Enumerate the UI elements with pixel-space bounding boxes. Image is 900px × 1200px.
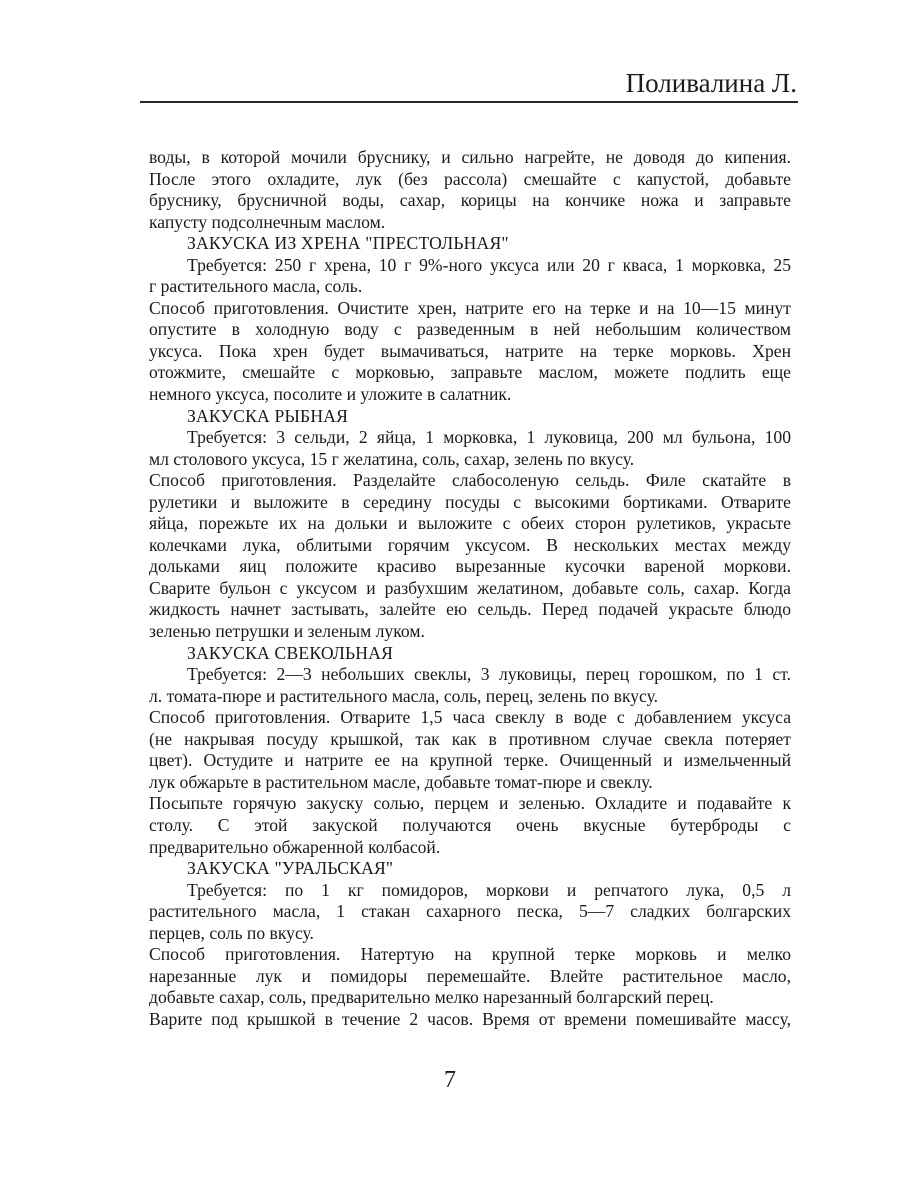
text-line: мл столового уксуса, 15 г желатина, соль, сахар, зелень по вкусу. xyxy=(149,448,635,469)
text-line: колечками лука, облитыми горячим уксусом. В нескольких местах между xyxy=(149,534,791,555)
text-line: Требуется: 3 сельди, 2 яйца, 1 морковка, 1 луковица, 200 мл бульона, 100 xyxy=(187,427,791,448)
text-line: бруснику, брусничной воды, сахар, корицы на кончике ножа и заправьте xyxy=(149,190,791,211)
text-line: Требуется: по 1 кг помидоров, моркови и репчатого лука, 0,5 л xyxy=(187,879,791,900)
text-line: перцев, соль по вкусу. xyxy=(149,922,314,943)
recipe-svekolnaya xyxy=(149,643,791,858)
text-line: нарезанные лук и помидоры перемешайте. Влейте растительное масло, xyxy=(149,965,791,986)
text-line: уксуса. Пока хрен будет вымачиваться, натрите на терке морковь. Хрен xyxy=(149,340,791,361)
text-line: Требуется: 2—3 небольших свеклы, 3 луковицы, перец горошком, по 1 ст. xyxy=(187,664,791,685)
text-line: дольками яиц положите красиво вырезанные кусочки вареной моркови. xyxy=(149,556,791,577)
text-line: отожмите, смешайте с морковью, заправьте маслом, можете подлить еще xyxy=(149,362,791,383)
text-line: Способ приготовления. Очистите хрен, натрите его на терке и на 10—15 минут xyxy=(149,297,791,318)
recipe-uralskaya xyxy=(149,858,791,1030)
text-line: рулетики и выложите в середину посуды с высокими бортиками. Отварите xyxy=(149,491,791,512)
text-line: предварительно обжаренной колбасой. xyxy=(149,836,441,857)
recipe-title: ЗАКУСКА ИЗ ХРЕНА "ПРЕСТОЛЬНАЯ" xyxy=(187,233,509,254)
text-line: г растительного масла, соль. xyxy=(149,276,363,297)
recipe-title: ЗАКУСКА РЫБНАЯ xyxy=(187,405,349,426)
text-line: Способ приготовления. Натертую на крупной терке морковь и мелко xyxy=(149,944,791,965)
text-line: опустите в холодную воду с разведенным в ней небольшим количеством xyxy=(149,319,791,340)
text-line: Сварите бульон с уксусом и разбухшим желатином, добавьте соль, сахар. Когда xyxy=(149,577,791,598)
text-line: жидкость начнет застывать, залейте ею сельдь. Перед подачей украсьте блюдо xyxy=(149,599,791,620)
recipe-method xyxy=(149,298,791,406)
text-line: немного уксуса, посолите и уложите в салатник. xyxy=(149,384,512,405)
running-header-author: Поливалина Л. xyxy=(625,68,797,98)
text-line: добавьте сахар, соль, предварительно мелко нарезанный болгарский перец. xyxy=(149,987,714,1008)
recipe-method xyxy=(149,470,791,642)
header-rule xyxy=(140,101,798,103)
text-line: Варите под крышкой в течение 2 часов. Время от времени помешивайте массу, xyxy=(149,1008,791,1029)
text-line: (не накрывая посуду крышкой, так как в противном случае свекла потеряет xyxy=(149,728,791,749)
text-line: Способ приготовления. Отварите 1,5 часа свеклу в воде с добавлением уксуса xyxy=(149,707,791,728)
intro-paragraph xyxy=(149,147,791,233)
recipe-ingredients xyxy=(149,255,791,298)
text-line: Посыпьте горячую закуску солью, перцем и зеленью. Охладите и подавайте к xyxy=(149,793,791,814)
recipe-ingredients xyxy=(149,427,791,470)
recipe-title: ЗАКУСКА "УРАЛЬСКАЯ" xyxy=(187,858,394,879)
text-line: зеленью петрушки и зеленым луком. xyxy=(149,621,425,642)
recipe-prestolnaya xyxy=(149,233,791,405)
text-line: цвет). Остудите и натрите ее на крупной терке. Очищенный и измельченный xyxy=(149,750,791,771)
text-line: яйца, порежьте их на дольки и выложите с обеих сторон рулетиков, украсьте xyxy=(149,513,791,534)
text-line: После этого охладите, лук (без рассола) смешайте с капустой, добавьте xyxy=(149,168,791,189)
text-line: растительного масла, 1 стакан сахарного песка, 5—7 сладких болгарских xyxy=(149,901,791,922)
text-line: столу. С этой закуской получаются очень вкусные бутерброды с xyxy=(149,814,791,835)
text-line: л. томата-пюре и растительного масла, соль, перец, зелень по вкусу. xyxy=(149,685,659,706)
recipe-title: ЗАКУСКА СВЕКОЛЬНАЯ xyxy=(187,642,394,663)
text-line: капусту подсолнечным маслом. xyxy=(149,211,386,232)
recipe-method xyxy=(149,707,791,793)
recipe-method xyxy=(149,944,791,1009)
page-body xyxy=(149,147,791,1030)
text-line: воды, в которой мочили бруснику, и сильно нагрейте, не доводя до кипения. xyxy=(149,147,791,167)
recipe-serving-note xyxy=(149,793,791,858)
page-number: 7 xyxy=(444,1067,456,1093)
text-line: Способ приготовления. Разделайте слабосоленую сельдь. Филе скатайте в xyxy=(149,470,791,491)
text-line: Требуется: 250 г хрена, 10 г 9%-ного уксуса или 20 г кваса, 1 морковка, 25 xyxy=(187,254,791,275)
recipe-ingredients xyxy=(149,664,791,707)
recipe-ingredients xyxy=(149,880,791,945)
text-line: лук обжарьте в растительном масле, добавьте томат-пюре и свеклу. xyxy=(149,771,653,792)
recipe-rybnaya xyxy=(149,406,791,643)
recipe-cooking-note xyxy=(149,1009,791,1031)
